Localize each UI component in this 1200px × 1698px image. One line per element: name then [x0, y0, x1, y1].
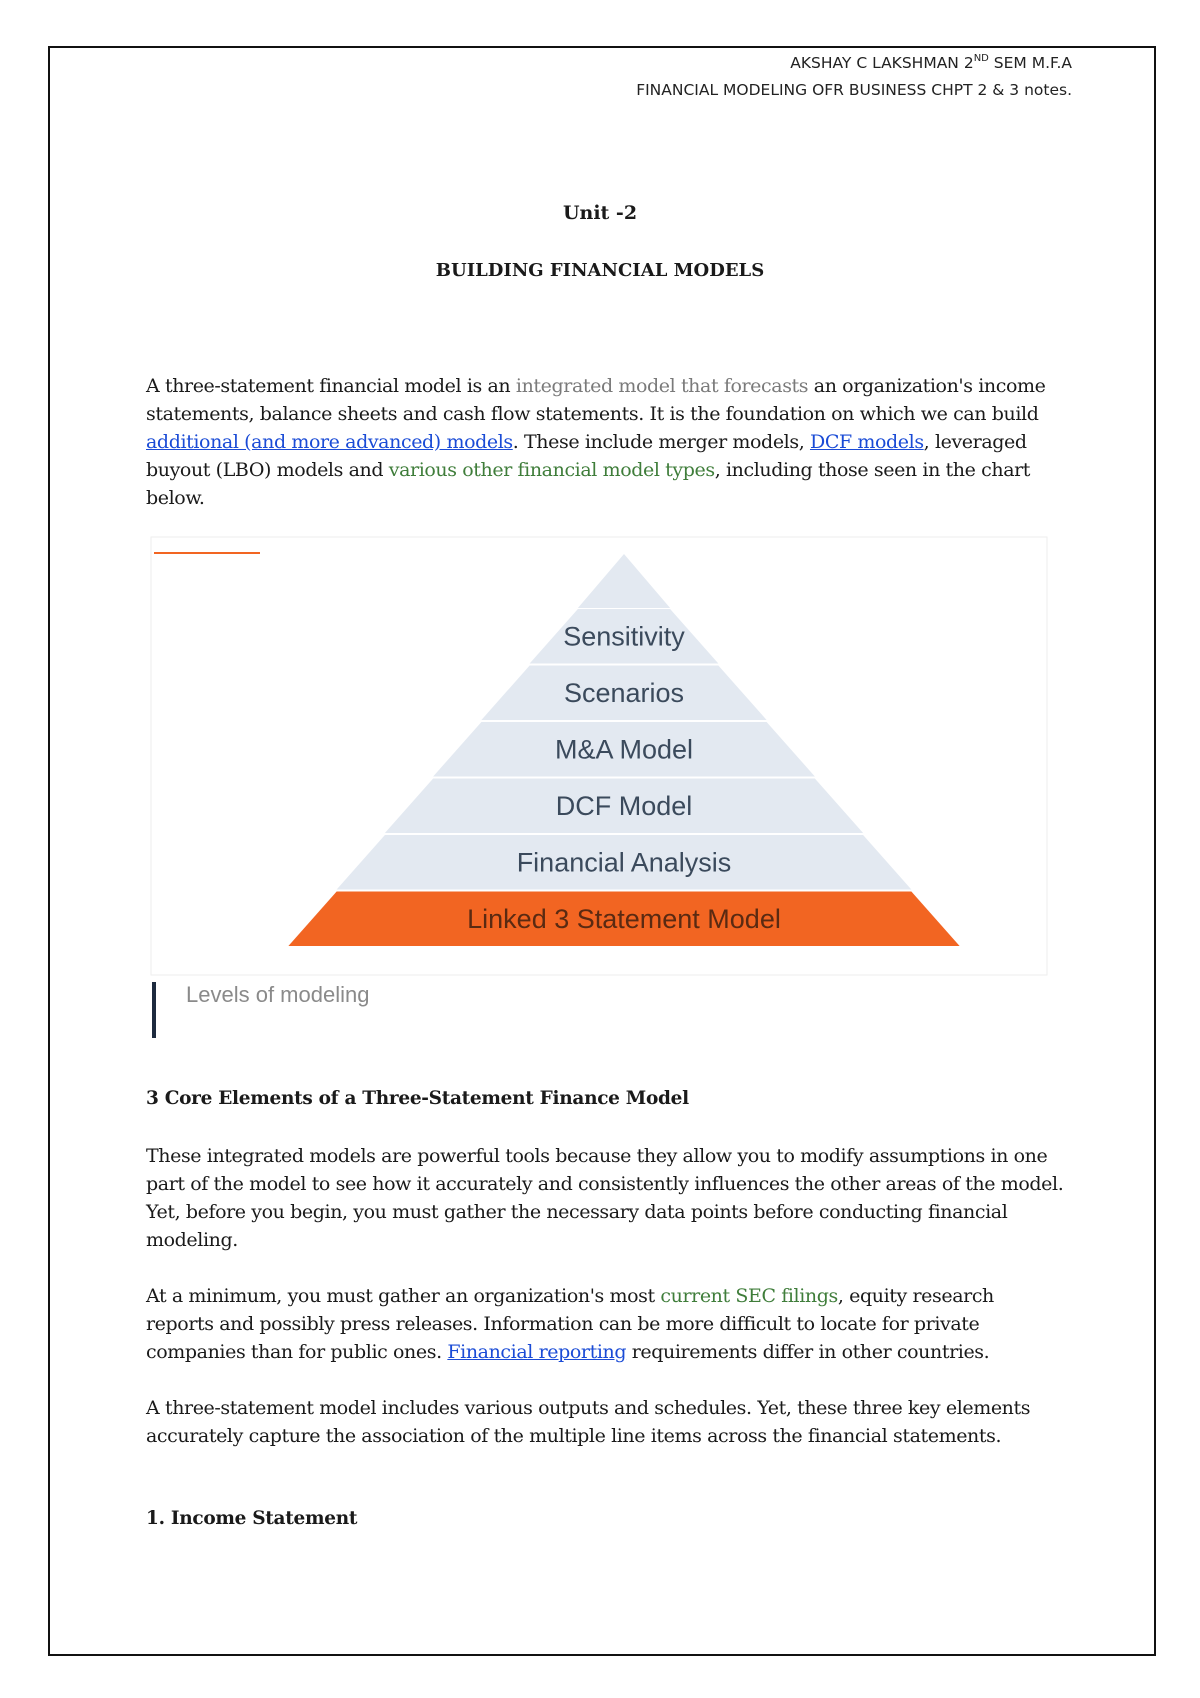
pyramid-tip: [578, 554, 670, 608]
paragraph-outputs-schedules: A three-statement model includes various outputs and schedules. Yet, these three key elements accurately capture the association of the multiple line items across the financial statements.: [146, 1397, 1031, 1447]
pyramid-label-5: Linked 3 Statement Model: [467, 903, 781, 934]
pyramid-label-1: Scenarios: [563, 677, 685, 708]
advanced-models-link[interactable]: additional (and more advanced) models: [146, 431, 513, 453]
other-model-types-link[interactable]: various other financial model types: [388, 459, 715, 481]
pyramid-label-2: M&A Model: [554, 734, 694, 765]
page-title: BUILDING FINANCIAL MODELS: [435, 260, 765, 281]
financial-reporting-link[interactable]: Financial reporting: [447, 1341, 627, 1363]
section-heading-core-elements: 3 Core Elements of a Three-Statement Finance Model: [146, 1088, 689, 1109]
sec-filings-link[interactable]: current SEC filings: [660, 1285, 838, 1307]
pyramid-label-4: Financial Analysis: [516, 847, 732, 878]
chart-caption: Levels of modeling: [186, 982, 370, 1007]
integrated-model-link[interactable]: integrated model that forecasts: [515, 375, 809, 397]
pyramid-label-3: DCF Model: [555, 790, 693, 821]
dcf-models-link[interactable]: DCF models: [809, 431, 924, 453]
modeling-pyramid-chart: [150, 536, 1050, 978]
intro-paragraph: A three-statement financial model is an integrated model that forecasts an organization's income statements, balance sheets and cash flow statements. It is the foundation on which we can build additional (and more advanced) models. These include merger models, DCF models, leveraged buyout (LBO) models and various other financial model types, including those seen in the chart below.: [146, 375, 1046, 509]
pyramid-svg: [150, 536, 1050, 978]
unit-heading: Unit -2: [562, 202, 638, 224]
header-course: FINANCIAL MODELING OFR BUSINESS CHPT 2 & 3 notes.: [636, 81, 1072, 99]
section-heading-income-statement: 1. Income Statement: [146, 1508, 358, 1529]
caption-bar: [152, 982, 156, 1038]
header-author: AKSHAY C LAKSHMAN 2ND SEM M.F.A: [790, 53, 1072, 72]
paragraph-gather-data: At a minimum, you must gather an organization's most current SEC filings, equity research reports and possibly press releases. Information can be more difficult to locate for private companies than for public ones. Financial reporting requirements differ in other countries.: [146, 1285, 994, 1363]
paragraph-integrated-models: These integrated models are powerful tools because they allow you to modify assumptions in one part of the model to see how it accurately and consistently influences the other areas of the model. Yet, before you begin, you must gather the necessary data points before conducting financial modeling.: [146, 1145, 1064, 1251]
pyramid-label-0: Sensitivity: [563, 621, 685, 652]
